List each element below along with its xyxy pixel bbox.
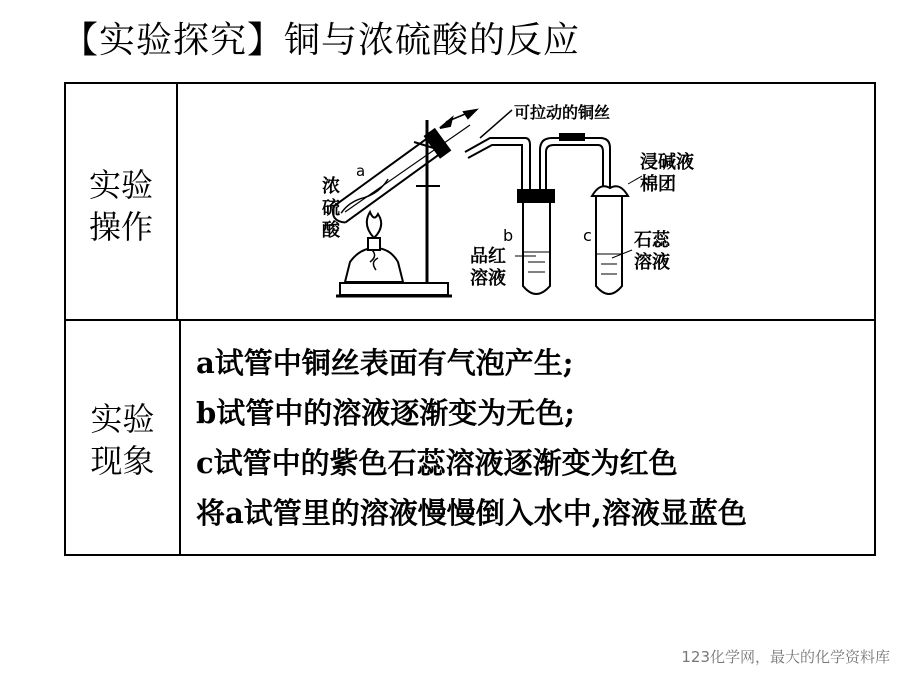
operation-label-line2: 操作 [88,208,153,246]
acid-label [322,176,340,242]
phenomenon-label-line2: 现象 [90,442,155,480]
alkali-cotton [592,186,628,196]
magenta-solution-label [470,246,506,290]
test-tube-b [523,202,550,294]
phenomenon-line-3: c试管中的紫色石蕊溶液逐渐变为红色 [196,446,678,480]
tube-b-label: b [503,226,514,245]
operation-label-line1: 实验 [88,166,153,204]
acid-label-3: 酸 [322,220,340,241]
phenomenon-label-line1: 实验 [90,400,155,438]
phenomenon-line-1: a试管中铜丝表面有气泡产生; [196,346,574,380]
alkali-label-1: 浸碱液 [640,152,694,173]
tube-c-label: c [583,226,592,245]
acid-label-1: 浓 [322,176,340,197]
acid-label-2: 硫 [322,198,340,219]
test-tube-a [329,139,439,226]
litmus-solution-label [634,230,670,274]
alkali-label-2: 棉团 [640,174,676,195]
alkali-cotton-label [640,152,694,196]
stopper-b [518,190,554,202]
phenomenon-line-2: b试管中的溶液逐渐变为无色; [196,396,575,430]
stand-base [340,283,448,295]
b-label-2: 溶液 [470,268,506,289]
b-label-1: 品红 [470,246,506,267]
copper-wire-label: 可拉动的铜丝 [514,103,611,122]
test-tube-c [596,196,622,294]
footer-credit: 123化学网，最大的化学资料库 [681,648,890,666]
c-label-2: 溶液 [634,252,670,273]
phenomenon-line-4: 将a试管里的溶液慢慢倒入水中,溶液显蓝色 [196,496,747,530]
tube-a-label: a [356,162,366,180]
page-title: 【实验探究】铜与浓硫酸的反应 [62,20,581,61]
phenomena-list [196,338,747,538]
c-label-1: 石蕊 [634,230,670,251]
